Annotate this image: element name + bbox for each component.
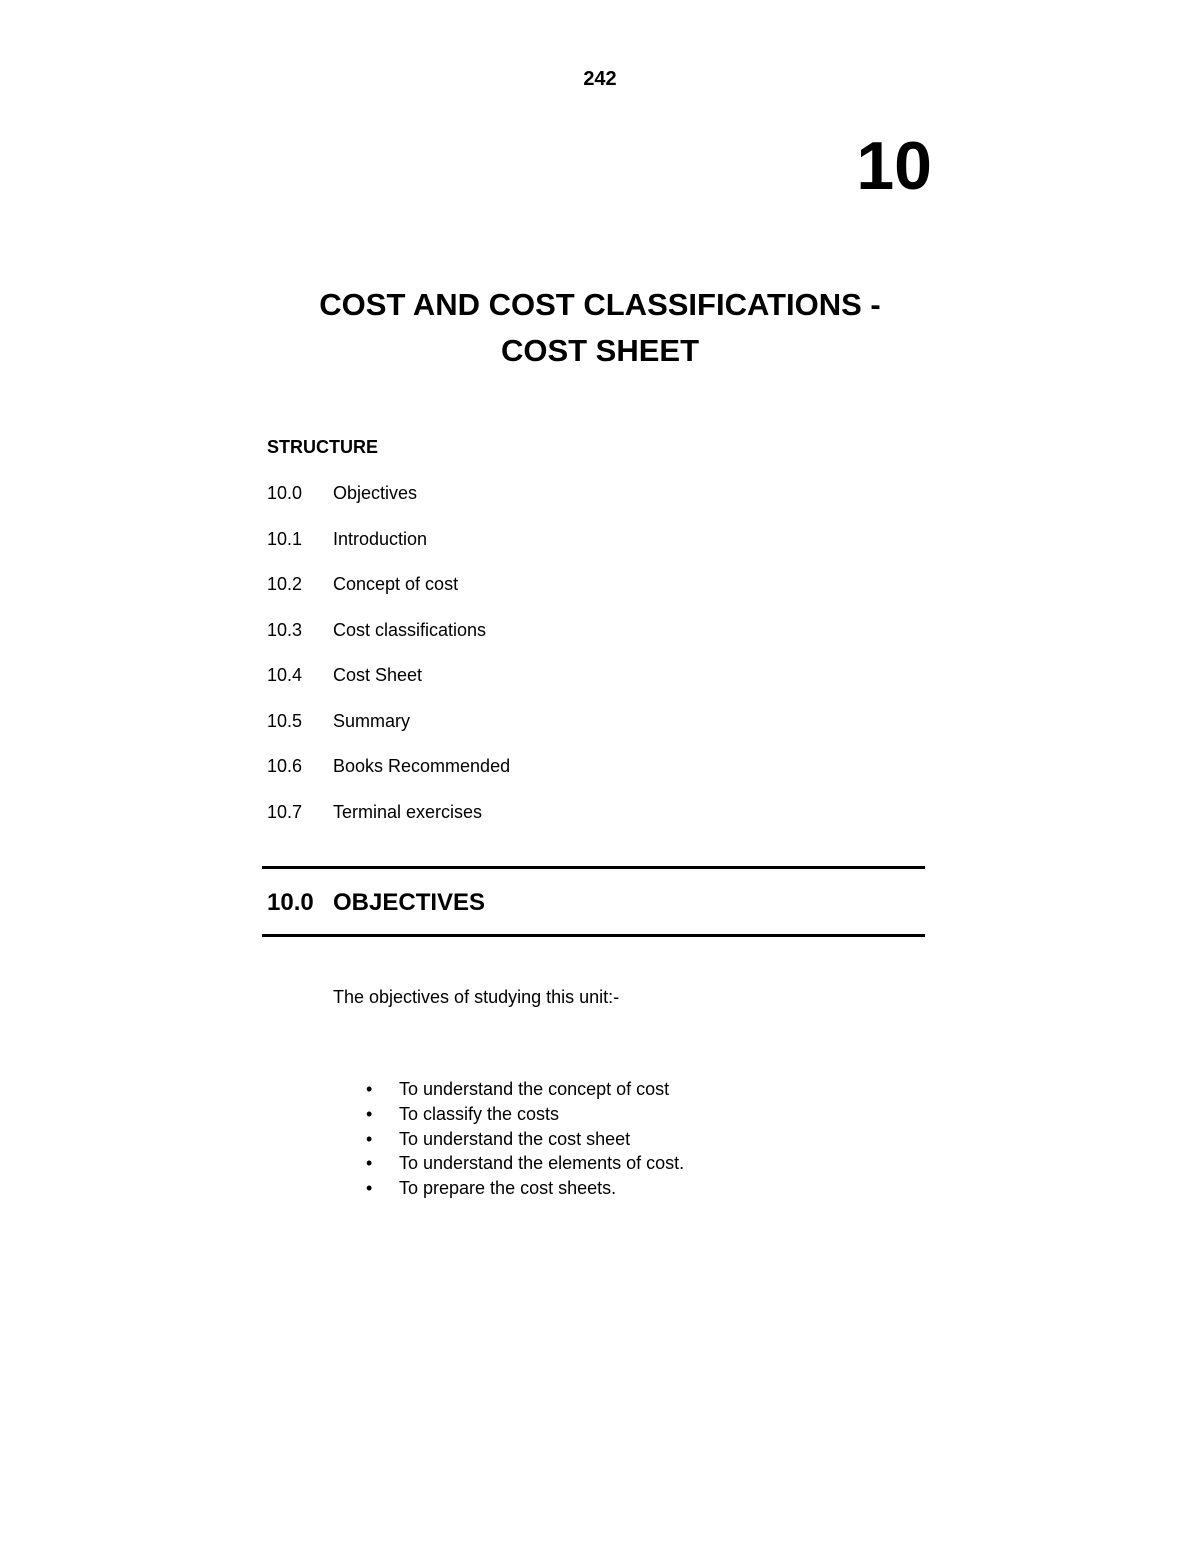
objectives-list: [333, 1077, 684, 1201]
bullet-icon: •: [366, 1178, 373, 1199]
structure-list: [267, 480, 510, 844]
structure-item-label: Books Recommended: [333, 756, 511, 776]
structure-item-number: 10.0: [267, 483, 303, 503]
chapter-title-line-2: COST SHEET: [500, 333, 700, 368]
objective-text: To prepare the cost sheets.: [399, 1178, 617, 1199]
objectives-section-heading: [267, 889, 485, 917]
structure-item-label: Objectives: [333, 483, 418, 503]
structure-item: [267, 617, 510, 663]
objective-text: To understand the elements of cost.: [399, 1153, 685, 1174]
structure-item-number: 10.5: [267, 710, 303, 731]
structure-item-number: 10.3: [267, 619, 303, 640]
bullet-icon: •: [366, 1128, 373, 1149]
structure-item: [267, 799, 510, 845]
objective-item: [333, 1102, 684, 1127]
objective-item: [333, 1176, 684, 1201]
structure-item-label: Cost Sheet: [333, 665, 423, 685]
objective-text: To classify the costs: [399, 1103, 560, 1124]
objectives-intro: The objectives of studying this unit:-: [333, 987, 620, 1007]
chapter-number: 10: [856, 128, 932, 204]
bullet-icon: •: [366, 1103, 373, 1124]
bullet-icon: •: [366, 1153, 373, 1174]
bullet-icon: •: [366, 1079, 373, 1099]
section-rule-top: [262, 866, 925, 869]
structure-item-number: 10.7: [267, 801, 303, 822]
structure-item: [267, 708, 510, 754]
page-number: 242: [583, 68, 617, 90]
structure-item: [267, 571, 510, 617]
structure-item-label: Cost classifications: [333, 619, 487, 640]
structure-heading: STRUCTURE: [267, 437, 378, 457]
objective-item: [333, 1077, 684, 1102]
section-number: 10.0: [267, 889, 314, 916]
structure-item: [267, 526, 510, 572]
structure-item-number: 10.2: [267, 574, 303, 594]
objective-text: To understand the concept of cost: [399, 1079, 670, 1099]
structure-item-number: 10.4: [267, 665, 303, 685]
chapter-title: [0, 282, 1200, 374]
structure-item: [267, 753, 510, 799]
objective-item: [333, 1127, 684, 1152]
structure-item-label: Summary: [333, 710, 411, 731]
structure-item-number: 10.6: [267, 756, 303, 776]
structure-item: [267, 480, 510, 526]
structure-item-label: Terminal exercises: [333, 801, 483, 822]
structure-item-label: Introduction: [333, 528, 428, 549]
structure-item: [267, 662, 510, 708]
section-title: OBJECTIVES: [333, 889, 486, 916]
objective-text: To understand the cost sheet: [399, 1128, 631, 1149]
section-rule-bottom: [262, 934, 925, 937]
structure-item-number: 10.1: [267, 528, 303, 549]
chapter-title-line-1: COST AND COST CLASSIFICATIONS -: [319, 287, 881, 322]
objective-item: [333, 1151, 684, 1176]
structure-item-label: Concept of cost: [333, 574, 459, 594]
